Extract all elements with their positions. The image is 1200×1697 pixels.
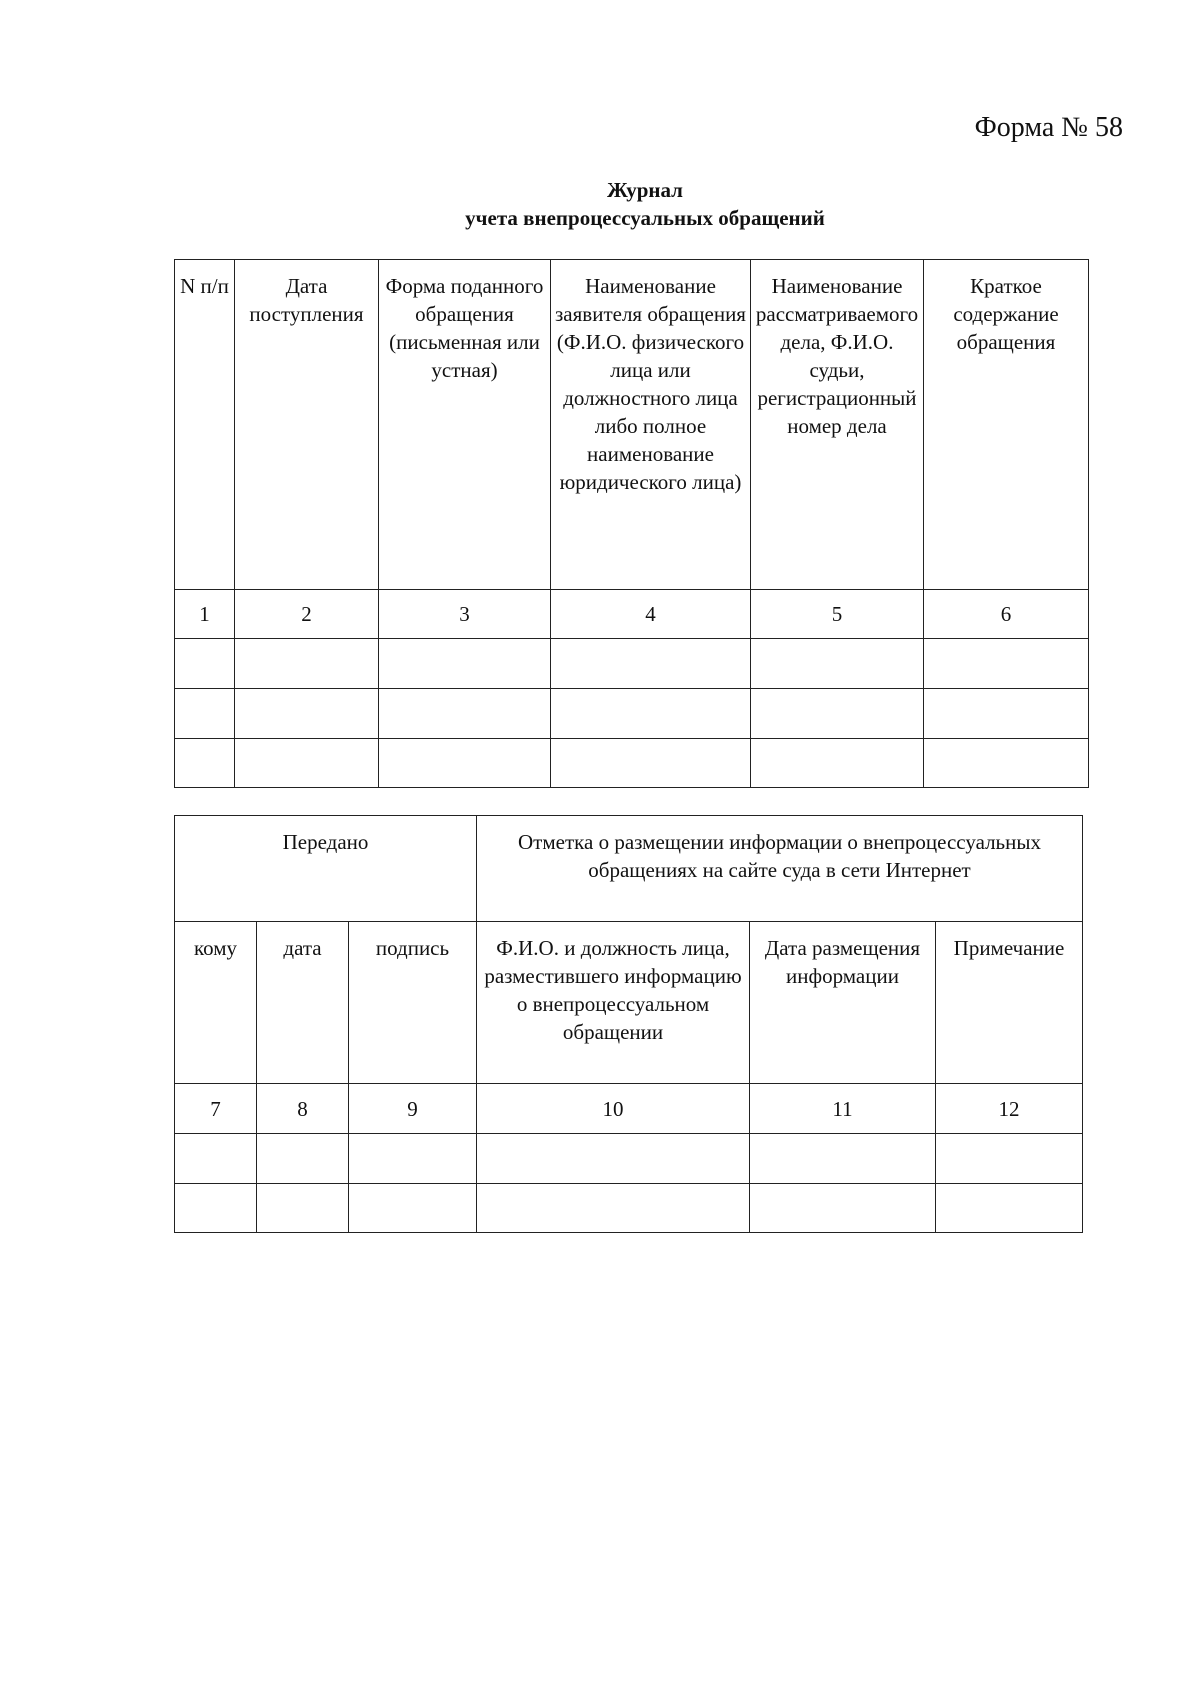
- journal-subtitle: учета внепроцессуальных обращений: [465, 206, 825, 230]
- column-number-cell: 1: [175, 590, 235, 639]
- column-number-cell: 5: [751, 590, 924, 639]
- empty-cell: [257, 1134, 349, 1184]
- empty-cell: [551, 739, 751, 788]
- column-number-cell: 9: [349, 1084, 477, 1134]
- empty-row: [175, 1184, 1083, 1233]
- header-cell-appeal-form: Форма поданного обращения (письменная или устная): [379, 260, 551, 590]
- empty-cell: [175, 1184, 257, 1233]
- empty-cell: [551, 689, 751, 739]
- journal-title: Журнал: [607, 178, 683, 202]
- header-row: [175, 260, 1089, 590]
- column-number-cell: 11: [750, 1084, 936, 1134]
- header-cell-signature: подпись: [349, 922, 477, 1084]
- form-number: Форма № 58: [974, 112, 1123, 143]
- empty-cell: [175, 1134, 257, 1184]
- header-cell-poster-name: Ф.И.О. и должность лица, разместившего информацию о внепроцессуальном обращении: [477, 922, 750, 1084]
- empty-cell: [751, 739, 924, 788]
- empty-cell: [750, 1184, 936, 1233]
- empty-cell: [235, 689, 379, 739]
- column-number-cell: 10: [477, 1084, 750, 1134]
- header-cell-date: дата: [257, 922, 349, 1084]
- header-cell-note: Примечание: [936, 922, 1083, 1084]
- header-cell-summary: Краткое содержание обращения: [924, 260, 1089, 590]
- empty-cell: [379, 689, 551, 739]
- header-cell-applicant-name: Наименование заявителя обращения (Ф.И.О. физического лица или должностного лица либо полное наименование юридического лица): [551, 260, 751, 590]
- group-header-posting-mark: Отметка о размещении информации о внепроцессуальных обращениях на сайте суда в сети Интернет: [477, 816, 1083, 922]
- journal-table-part1: [174, 259, 1089, 788]
- empty-cell: [936, 1134, 1083, 1184]
- column-number-cell: 8: [257, 1084, 349, 1134]
- empty-cell: [477, 1184, 750, 1233]
- header-cell-to-whom: кому: [175, 922, 257, 1084]
- journal-table-part2: [174, 815, 1083, 1233]
- empty-cell: [477, 1134, 750, 1184]
- header-cell-posting-date: Дата размещения информации: [750, 922, 936, 1084]
- empty-cell: [379, 639, 551, 689]
- empty-row: [175, 1134, 1083, 1184]
- header-row: [175, 922, 1083, 1084]
- empty-cell: [924, 739, 1089, 788]
- column-number-row: [175, 1084, 1083, 1134]
- column-number-cell: 2: [235, 590, 379, 639]
- empty-cell: [924, 639, 1089, 689]
- empty-cell: [175, 739, 235, 788]
- column-number-row: [175, 590, 1089, 639]
- empty-cell: [257, 1184, 349, 1233]
- empty-cell: [924, 689, 1089, 739]
- group-header-transferred: Передано: [175, 816, 477, 922]
- empty-cell: [751, 639, 924, 689]
- empty-cell: [349, 1184, 477, 1233]
- empty-row: [175, 639, 1089, 689]
- header-cell-number: N п/п: [175, 260, 235, 590]
- column-number-cell: 4: [551, 590, 751, 639]
- empty-cell: [349, 1134, 477, 1184]
- empty-cell: [936, 1184, 1083, 1233]
- group-header-row: [175, 816, 1083, 922]
- empty-cell: [235, 739, 379, 788]
- empty-cell: [750, 1134, 936, 1184]
- empty-cell: [235, 639, 379, 689]
- column-number-cell: 3: [379, 590, 551, 639]
- empty-row: [175, 689, 1089, 739]
- header-cell-receipt-date: Дата поступления: [235, 260, 379, 590]
- header-cell-case-name: Наименование рассматриваемого дела, Ф.И.О. судьи, регистрационный номер дела: [751, 260, 924, 590]
- empty-cell: [751, 689, 924, 739]
- empty-row: [175, 739, 1089, 788]
- column-number-cell: 6: [924, 590, 1089, 639]
- empty-cell: [175, 639, 235, 689]
- column-number-cell: 12: [936, 1084, 1083, 1134]
- empty-cell: [379, 739, 551, 788]
- empty-cell: [175, 689, 235, 739]
- column-number-cell: 7: [175, 1084, 257, 1134]
- empty-cell: [551, 639, 751, 689]
